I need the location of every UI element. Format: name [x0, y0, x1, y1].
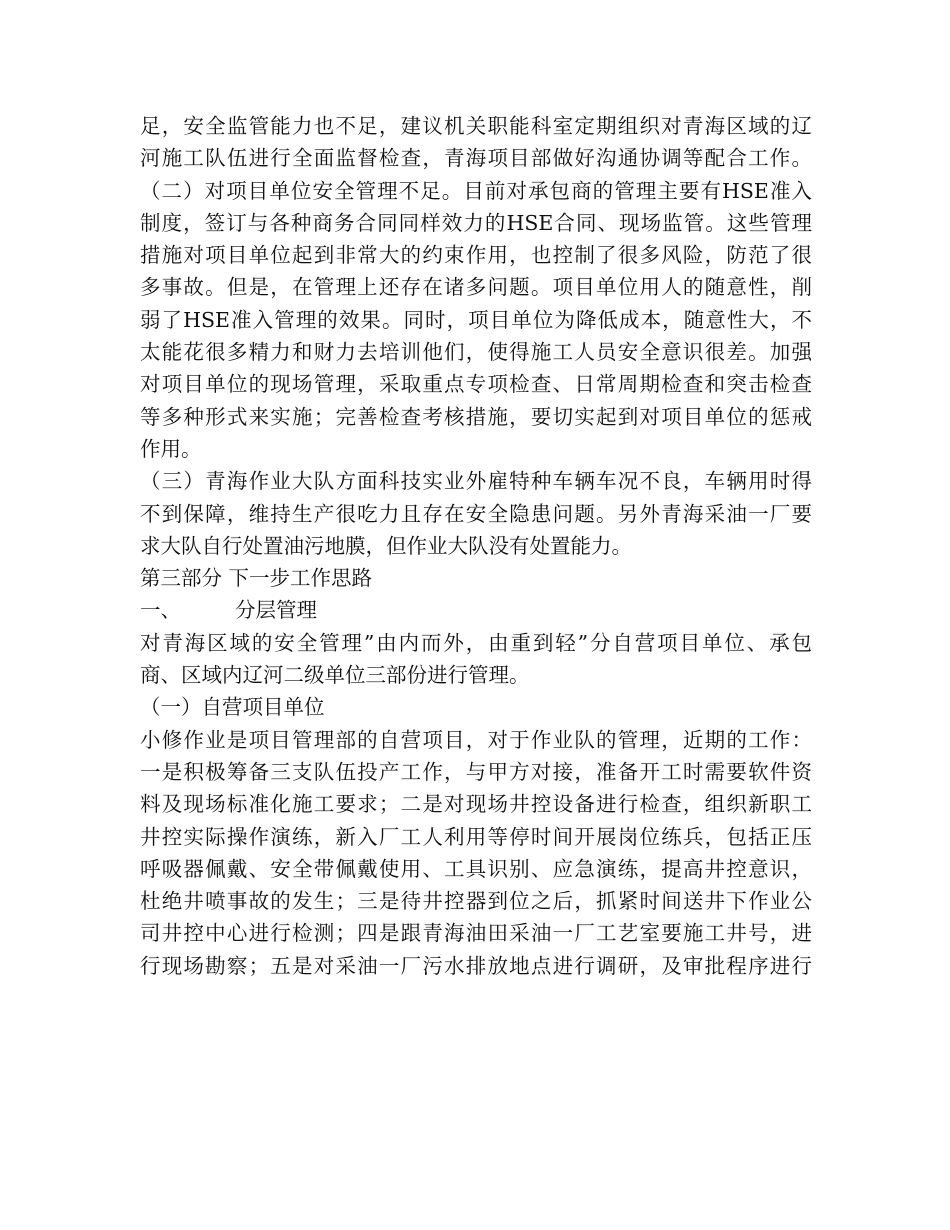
text-line: 河施工队伍进行全面监督检查，青海项目部做好沟通协调等配合工作。	[140, 146, 812, 171]
text-line: 求大队自行处置油污地膜，但作业大队没有处置能力。	[140, 533, 632, 558]
section-title: 分层管理	[235, 598, 317, 623]
text-line: 杜绝井喷事故的发生；三是待井控器到位之后，抓紧时间送井下作业公	[140, 889, 812, 914]
document-body	[140, 110, 812, 982]
text-line: 对青海区域的安全管理”由内而外，由重到轻”分自营项目单位、承包	[140, 630, 812, 655]
text-line: 等多种形式来实施；完善检查考核措施，要切实起到对项目单位的惩戒	[140, 404, 812, 429]
text-line: 对项目单位的现场管理，采取重点专项检查、日常周期检查和突击检查	[140, 372, 812, 397]
text-line: 一是积极筹备三支队伍投产工作，与甲方对接，准备开工时需要软件资	[140, 759, 812, 784]
text-line: 井控实际操作演练，新入厂工人利用等停时间开展岗位练兵，包括正压	[140, 824, 812, 849]
text-line: 司井控中心进行检测；四是跟青海油田采油一厂工艺室要施工井号，进	[140, 921, 812, 946]
text-line: 行现场勘察；五是对采油一厂污水排放地点进行调研，及审批程序进行	[140, 953, 812, 978]
section-heading-part-three: 第三部分 下一步工作思路	[140, 566, 373, 591]
text-line: （三）青海作业大队方面科技实业外雇特种车辆车况不良，车辆用时得	[140, 469, 812, 494]
text-line: 足，安全监管能力也不足，建议机关职能科室定期组织对青海区域的辽	[140, 114, 812, 138]
text-line: 商、区域内辽河二级单位三部份进行管理。	[140, 663, 530, 688]
text-line: 弱了HSE准入管理的效果。同时，项目单位为降低成本，随意性大，不	[140, 307, 812, 332]
text-line: 制度，签订与各种商务合同同样效力的HSE合同、现场监管。这些管理	[140, 210, 812, 235]
text-line: 不到保障，维持生产很吃力且存在安全隐患问题。另外青海采油一厂要	[140, 501, 812, 526]
section-number: 一、	[140, 598, 181, 623]
text-line: 措施对项目单位起到非常大的约束作用，也控制了很多风险，防范了很	[140, 243, 812, 268]
text-line: （二）对项目单位安全管理不足。目前对承包商的管理主要有HSE准入	[140, 178, 812, 203]
text-line: 料及现场标准化施工要求；二是对现场井控设备进行检查，组织新职工	[140, 792, 812, 817]
text-line: 呼吸器佩戴、安全带佩戴使用、工具识别、应急演练，提高井控意识，	[140, 856, 812, 881]
text-line: 小修作业是项目管理部的自营项目，对于作业队的管理，近期的工作：	[140, 727, 812, 752]
subsection-heading: （一）自营项目单位	[140, 695, 325, 720]
text-line: 作用。	[140, 436, 202, 461]
section-heading-one	[140, 594, 812, 626]
text-line: 太能花很多精力和财力去培训他们，使得施工人员安全意识很差。加强	[140, 340, 812, 365]
text-line: 多事故。但是，在管理上还存在诸多问题。项目单位用人的随意性，削	[140, 275, 812, 300]
